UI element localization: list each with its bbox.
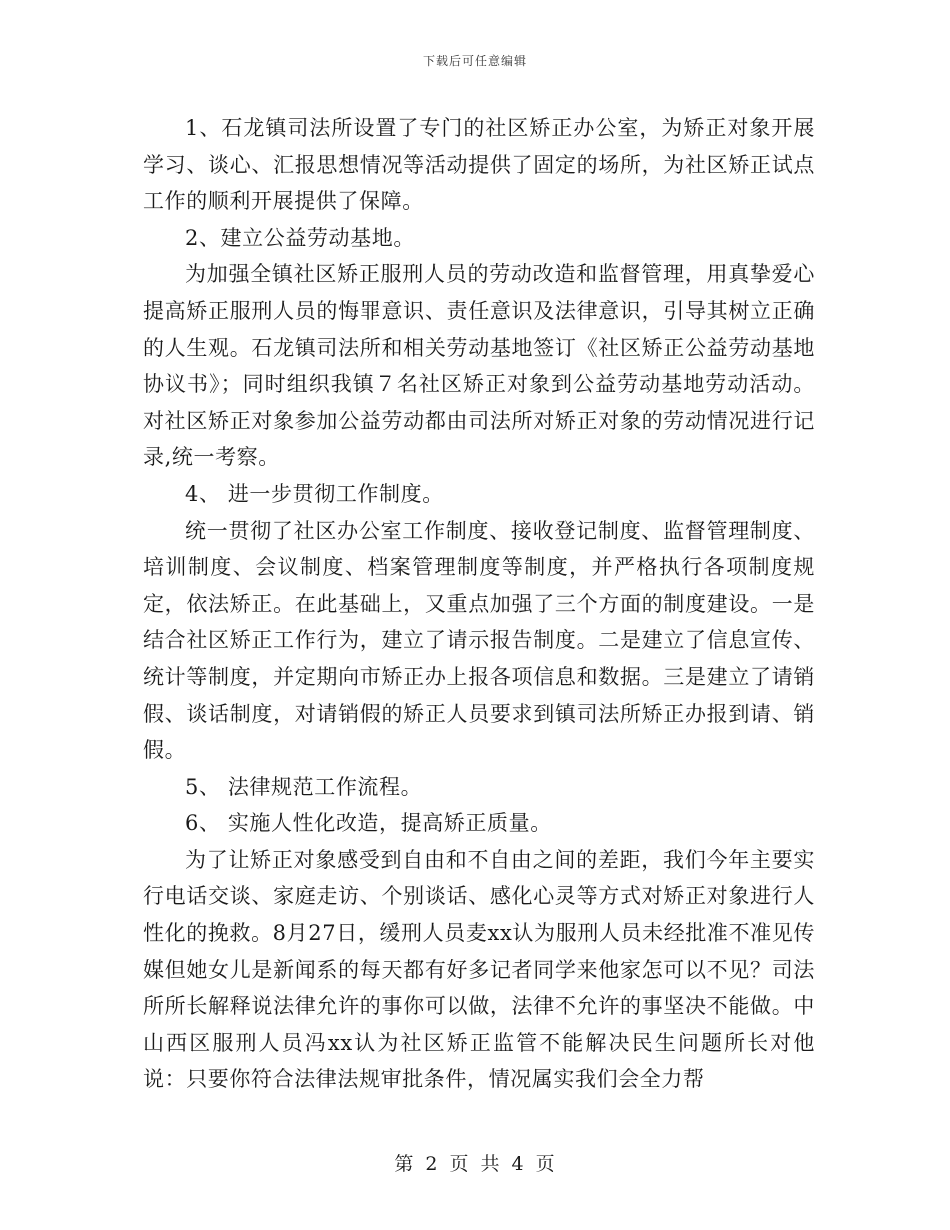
page-header: 下载后可任意编辑 bbox=[422, 54, 527, 68]
page-number: 第 2 页 共 4 页 bbox=[394, 1153, 556, 1175]
heading-legal-process: 5、 法律规范工作流程。 bbox=[185, 774, 423, 799]
paragraph-office-setup: 1、石龙镇司法所设置了专门的社区矫正办公室，为矫正对象开展学习、谈心、汇报思想情况等活动提供了固定的场所，为社区矫正试点工作的顺利开展提供了保障。 bbox=[143, 116, 815, 214]
heading-labor-base: 2、建立公益劳动基地。 bbox=[185, 225, 415, 250]
paragraph-humanized-reform: 为了让矫正对象感受到自由和不自由之间的差距，我们今年主要实行电话交谈、家庭走访、个别谈话、感化心灵等方式对矫正对象进行人性化的挽救。8月27日，缓刑人员麦xx认为服刑人员未经批准不准见传媒但她女儿是新闻系的每天都有好多记者同学来他家怎可以不见？司法所所长解释说法律允许的事你可以做，法律不允许的事坚决不能做。中山西区服刑人员冯xx认为社区矫正监管不能解决民生问题所长对他说：只要你符合法律法规审批条件，情况属实我们会全力帮 bbox=[143, 847, 815, 1092]
heading-humanized-reform: 6、 实施人性化改造，提高矫正质量。 bbox=[185, 811, 552, 836]
heading-work-system: 4、 进一步贯彻工作制度。 bbox=[185, 481, 444, 506]
document-body bbox=[143, 110, 815, 1098]
paragraph-work-system: 统一贯彻了社区办公室工作制度、接收登记制度、监督管理制度、培训制度、会议制度、档案管理制度等制度，并严格执行各项制度规定，依法矫正。在此基础上，又重点加强了三个方面的制度建设。一是结合社区矫正工作行为，建立了请示报告制度。二是建立了信息宣传、统计等制度，并定期向市矫正办上报各项信息和数据。三是建立了请销假、谈话制度，对请销假的矫正人员要求到镇司法所矫正办报到请、销假。 bbox=[143, 518, 815, 763]
paragraph-labor-base: 为加强全镇社区矫正服刑人员的劳动改造和监督管理，用真挚爱心提高矫正服刑人员的悔罪意识、责任意识及法律意识，引导其树立正确的人生观。石龙镇司法所和相关劳动基地签订《社区矫正公益劳动基地协议书》；同时组织我镇７名社区矫正对象到公益劳动基地劳动活动。对社区矫正对象参加公益劳动都由司法所对矫正对象的劳动情况进行记录,统一考察。 bbox=[143, 262, 815, 470]
